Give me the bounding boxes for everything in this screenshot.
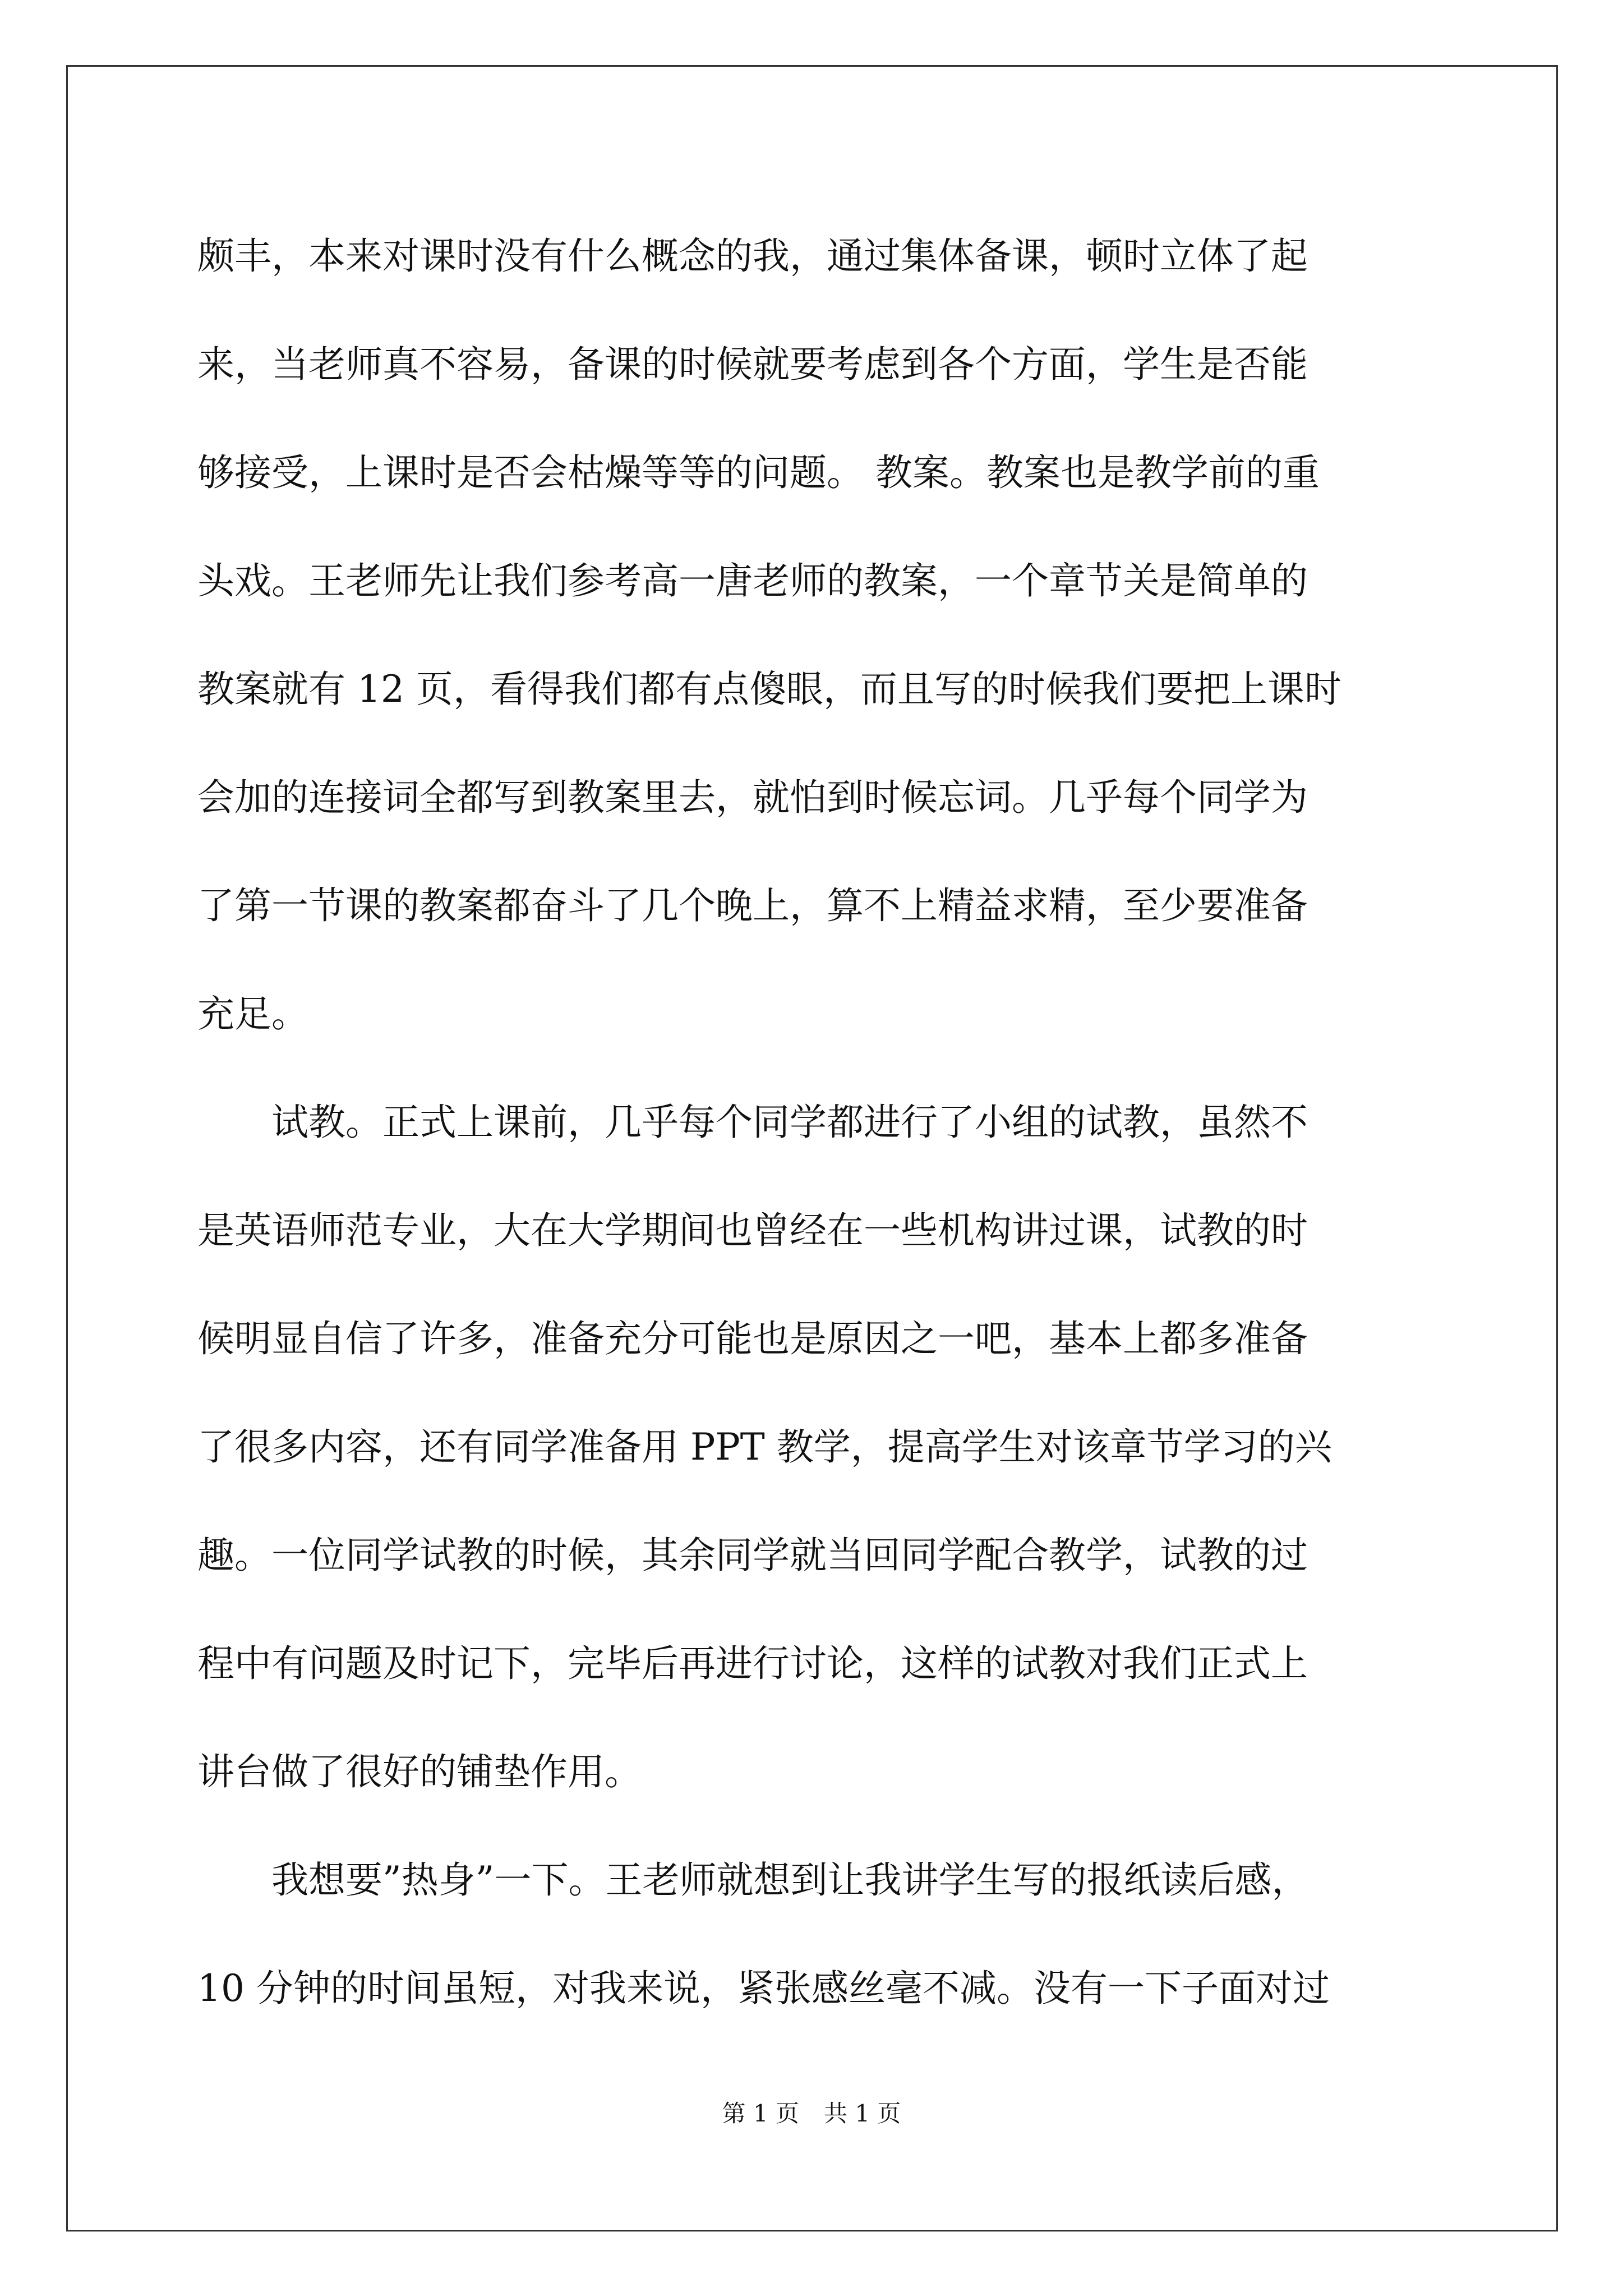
- page-total: 共 1 页: [824, 2100, 901, 2127]
- paragraph-start-line: 我想要”热身”一下。王老师就想到让我讲学生写的报纸读后感，: [271, 1858, 1309, 1902]
- text-line: 了第一节课的教案都奋斗了几个晚上，算不上精益求精，至少要准备: [197, 884, 1308, 927]
- text-line: 教案就有 12 页，看得我们都有点傻眼，而且写的时候我们要把上课时: [197, 668, 1341, 711]
- text-line: 颇丰，本来对课时没有什么概念的我，通过集体备课，顿时立体了起: [197, 234, 1308, 278]
- text-line: 候明显自信了许多，准备充分可能也是原因之一吧，基本上都多准备: [197, 1317, 1308, 1360]
- text-line: 头戏。王老师先让我们参考高一唐老师的教案，一个章节关是简单的: [197, 559, 1308, 602]
- page-footer: [0, 2095, 1623, 2129]
- text-line: 讲台做了很好的铺垫作用。: [197, 1750, 642, 1793]
- page-number: 第 1 页: [722, 2100, 799, 2127]
- text-line: 来，当老师真不容易，备课的时候就要考虑到各个方面，学生是否能: [197, 343, 1308, 386]
- text-line: 趣。一位同学试教的时候，其余同学就当回同学配合教学，试教的过: [197, 1534, 1308, 1577]
- text-line: 充足。: [197, 992, 308, 1036]
- text-line: 了很多内容，还有同学准备用 PPT 教学，提高学生对该章节学习的兴: [197, 1425, 1332, 1469]
- document-body: [197, 202, 1431, 2042]
- text-line: 程中有问题及时记下，完毕后再进行讨论，这样的试教对我们正式上: [197, 1642, 1308, 1685]
- text-line: 够接受，上课时是否会枯燥等等的问题。 教案。教案也是教学前的重: [197, 451, 1320, 494]
- text-line: 10 分钟的时间虽短，对我来说，紧张感丝毫不减。没有一下子面对过: [197, 1967, 1330, 2010]
- text-line: 是英语师范专业，大在大学期间也曾经在一些机构讲过课，试教的时: [197, 1209, 1308, 1252]
- paragraph-start-line: 试教。正式上课前，几乎每个同学都进行了小组的试教，虽然不: [271, 1101, 1308, 1144]
- text-line: 会加的连接词全都写到教案里去，就怕到时候忘词。几乎每个同学为: [197, 776, 1308, 819]
